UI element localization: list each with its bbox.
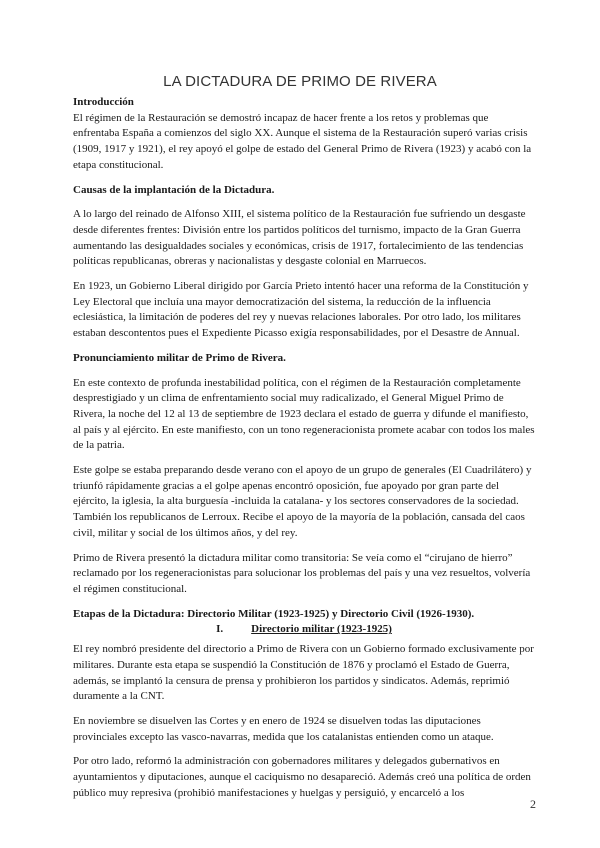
- subheading-number: I.: [216, 623, 224, 636]
- paragraph-causas-2: En 1923, un Gobierno Liberal dirigido por García Prieto intentó hacer una reforma de la Constitución y Ley Electoral que incluía una mayor democratización del sistema, la reducción de la influencia eclesiástica, la limitación de poderes del rey y nuevas relaciones laborales. Por otro lado, los militares estaban descontentos pues el Expediente Picasso exigía responsabilidades, por el Desastre de Annual.: [73, 280, 529, 340]
- paragraph-causas-1: A lo largo del reinado de Alfonso XIII, el sistema político de la Restauración fue sufriendo un desgaste desde diferentes frentes: División entre los partidos políticos del turnismo, impacto de la Gran Guerra aumentando las desigualdades sociales y económicas, crisis de 1917, fortalecimiento de las tendencias políticas republicanas, obreras y nacionalistas y desgaste colonial en Marruecos.: [73, 208, 526, 268]
- paragraph-etapas-1: El rey nombró presidente del directorio a Primo de Rivera con un Gobierno formado exclusivamente por militares. Durante esta etapa se suspendió la Constitución de 1876 y proclamó el Estado de Guerra, además, se implantó la censura de prensa y prohibieron los partidos y sindicatos. Además, reprimió duramente a la CNT.: [73, 643, 534, 703]
- heading-etapas: Etapas de la Dictadura: Directorio Militar (1923-1925) y Directorio Civil (1926-1930).: [73, 607, 475, 620]
- paragraph-pronunciamiento-3: Primo de Rivera presentó la dictadura militar como transitoria: Se veía como el “cirujano de hierro” reclamado por los regeneracionistas para solucionar los problemas del país y una vez resueltos, volvería el régimen constitucional.: [73, 551, 531, 595]
- spacer: [73, 198, 535, 207]
- heading-introduccion: Introducción: [73, 96, 134, 108]
- paragraph-etapas-3: Por otro lado, reformó la administración con gobernadores militares y delegados gubernativos en ayuntamientos y diputaciones, aunque el caciquismo no desapareció. Además creó una política de orden público muy represiva (prohibió manifestaciones y huelgas y persiguió, y encarceló a los: [73, 755, 531, 799]
- document-body: [73, 95, 535, 810]
- paragraph-pronunciamiento-2: Este golpe se estaba preparando desde verano con el apoyo de un grupo de generales (El Cuadrilátero) y triunfó rápidamente gracias a el golpe apenas encontró oposición, fue apoyado por gran parte del ejército, la iglesia, la alta burguesía -incluida la catalana- y los sectores conservadores de la sociedad. También los republicanos de Lerroux. Recibe el apoyo de la mayoría de la población, cansada del caos civil, militar y social de los últimos años, y del rey.: [73, 464, 532, 539]
- paragraph-pronunciamiento-1: En este contexto de profunda inestabilidad política, con el régimen de la Restauración completamente desprestigiado y un clima de enfrentamiento social muy radicalizado, el General Miguel Primo de Rivera, la noche del 12 al 13 de septiembre de 1923 declara el estado de guerra y difunde el manifiesto, al país y al ejército. En este manifiesto, con un tono regeneracionista promete acabar con todos los males de la patria.: [73, 376, 535, 452]
- subheading-title: Directorio militar (1923-1925): [251, 623, 392, 636]
- document-title: LA DICTADURA DE PRIMO DE RIVERA: [163, 73, 437, 90]
- heading-causas: Causas de la implantación de la Dictadura.: [73, 183, 275, 196]
- subheading-directorio-militar: [73, 622, 535, 638]
- heading-pronunciamiento: Pronunciamiento militar de Primo de Rivera.: [73, 351, 286, 364]
- paragraph-intro: El régimen de la Restauración se demostró incapaz de hacer frente a los retos y problemas que enfrentaba España a comienzos del siglo XX. Aunque el sistema de la Restauración superó varias crisis (1909, 1917 y 1921), el rey apoyó el golpe de estado del General Primo de Rivera (1923) y acabó con la etapa constitucional.: [73, 111, 532, 171]
- page-number: 2: [530, 797, 536, 811]
- paragraph-etapas-2: En noviembre se disuelven las Cortes y en enero de 1924 se disuelven todas las diputaciones provinciales excepto las vasco-navarras, medida que los catalanistas entienden como un ataque.: [73, 714, 494, 743]
- spacer: [73, 367, 535, 376]
